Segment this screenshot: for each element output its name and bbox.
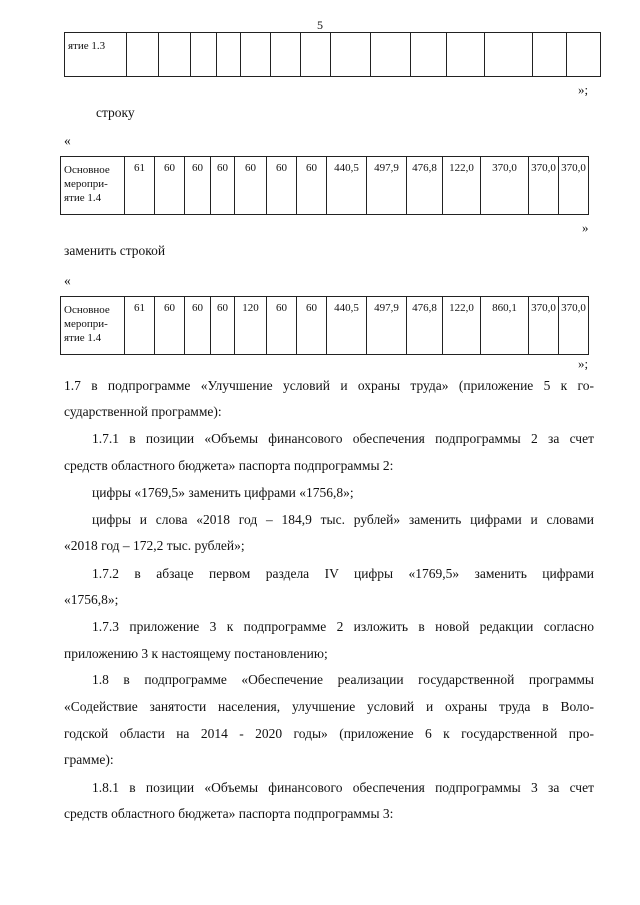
table-cell: 60 — [267, 297, 297, 355]
table-top-partial — [64, 32, 601, 77]
table-cell: 122,0 — [443, 157, 481, 215]
table-cell: 440,5 — [327, 157, 367, 215]
table-cell: 370,0 — [529, 297, 559, 355]
table-old-first-cell — [61, 157, 125, 215]
table-cell: 60 — [297, 297, 327, 355]
paragraph-line: годской области на 2014 - 2020 годы» (приложение 6 к государственной про- — [64, 726, 594, 741]
table-cell: 476,8 — [407, 297, 443, 355]
table-cell: 476,8 — [407, 157, 443, 215]
paragraph-line: 1.7.2 в абзаце первом раздела IV цифры «1769,5» заменить цифрами — [92, 566, 594, 581]
table-new-row — [60, 296, 589, 355]
table-cell: 61 — [125, 297, 155, 355]
table-old-row — [60, 156, 589, 215]
paragraph-line: приложению 3 к настоящему постановлению; — [64, 646, 328, 661]
paragraph-line: сударственной программе): — [64, 404, 222, 419]
first-cell-line: Основное — [64, 164, 110, 176]
table-cell: 860,1 — [481, 297, 529, 355]
paragraph-line: цифры и слова «2018 год – 184,9 тыс. рублей» заменить цифрами и словами — [92, 512, 594, 527]
table-cell: 61 — [125, 157, 155, 215]
first-cell-line: меропри- — [64, 318, 108, 330]
quote-open-2: « — [64, 273, 71, 288]
paragraph-line: цифры «1769,5» заменить цифрами «1756,8»; — [92, 485, 354, 500]
quote-close-2: » — [582, 220, 589, 235]
label-stroku: строку — [96, 105, 135, 120]
quote-open-1: « — [64, 133, 71, 148]
paragraph-line: 1.8 в подпрограмме «Обеспечение реализации государственной программы — [92, 672, 594, 687]
paragraph-line: «Содействие занятости населения, улучшение условий и охраны труда в Воло- — [64, 699, 594, 714]
table-top-first-cell: ятие 1.3 — [65, 33, 127, 77]
table-cell: 60 — [185, 297, 211, 355]
table-cell: 60 — [211, 157, 235, 215]
table-cell: 120 — [235, 297, 267, 355]
label-replace: заменить строкой — [64, 243, 166, 258]
table-cell: 497,9 — [367, 157, 407, 215]
paragraph-line: грамме): — [64, 752, 114, 767]
page-number: 5 — [317, 18, 323, 32]
quote-close-1: »; — [578, 82, 589, 97]
table-cell: 60 — [185, 157, 211, 215]
table-cell: 60 — [267, 157, 297, 215]
quote-close-3: »; — [578, 356, 589, 371]
paragraph-line: средств областного бюджета» паспорта подпрограммы 2: — [64, 458, 394, 473]
table-cell: 370,0 — [559, 157, 589, 215]
table-cell: 122,0 — [443, 297, 481, 355]
table-cell: 370,0 — [559, 297, 589, 355]
table-cell: 440,5 — [327, 297, 367, 355]
paragraph-line: «2018 год – 172,2 тыс. рублей»; — [64, 538, 245, 553]
table-cell: 60 — [297, 157, 327, 215]
paragraph-line: 1.7.3 приложение 3 к подпрограмме 2 изложить в новой редакции согласно — [92, 619, 594, 634]
paragraph-line: 1.7 в подпрограмме «Улучшение условий и охраны труда» (приложение 5 к го- — [64, 378, 594, 393]
paragraph-line: 1.8.1 в позиции «Объемы финансового обеспечения подпрограммы 3 за счет — [92, 780, 594, 795]
table-cell: 60 — [211, 297, 235, 355]
first-cell-line: меропри- — [64, 178, 108, 190]
table-cell: 60 — [155, 297, 185, 355]
paragraph-line: 1.7.1 в позиции «Объемы финансового обеспечения подпрограммы 2 за счет — [92, 431, 594, 446]
table-new-first-cell — [61, 297, 125, 355]
table-cell: 370,0 — [529, 157, 559, 215]
table-cell: 497,9 — [367, 297, 407, 355]
table-cell: 60 — [155, 157, 185, 215]
paragraph-line: средств областного бюджета» паспорта подпрограммы 3: — [64, 806, 394, 821]
first-cell-line: ятие 1.4 — [64, 192, 102, 204]
table-cell: 60 — [235, 157, 267, 215]
first-cell-line: Основное — [64, 304, 110, 316]
table-cell: 370,0 — [481, 157, 529, 215]
paragraph-line: «1756,8»; — [64, 592, 119, 607]
first-cell-line: ятие 1.4 — [64, 332, 102, 344]
